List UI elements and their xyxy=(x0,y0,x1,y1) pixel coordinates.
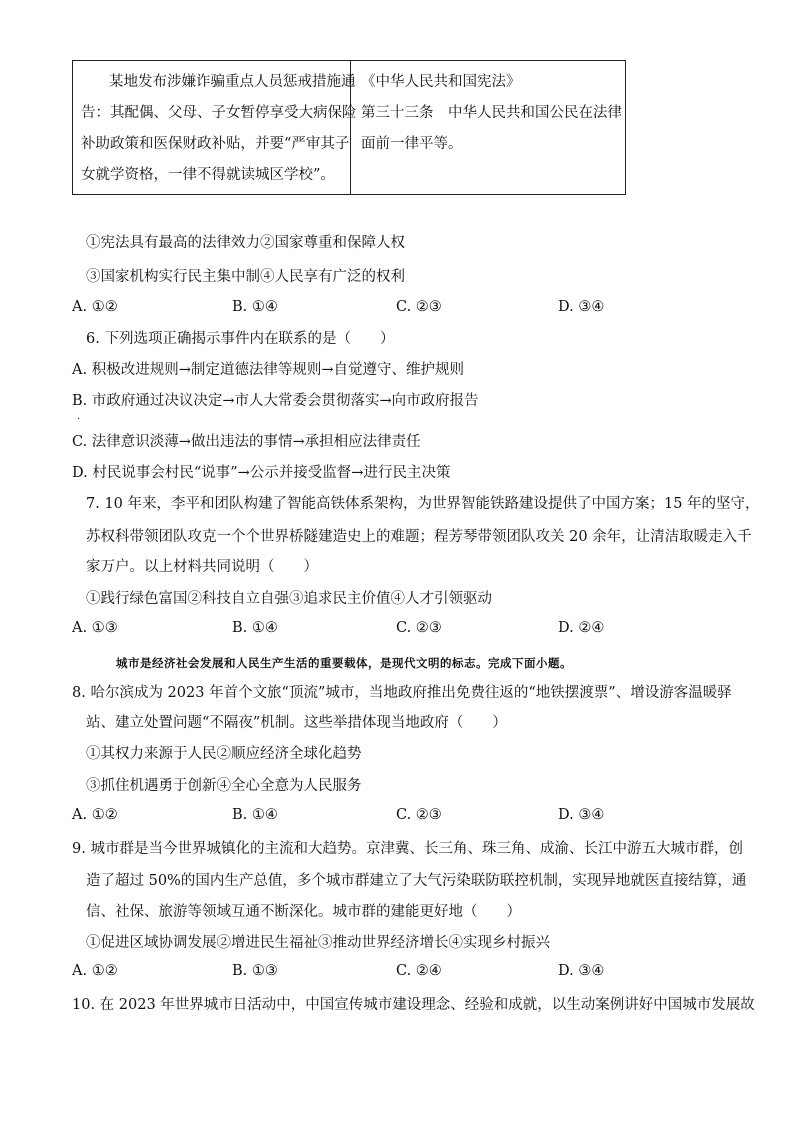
q6-stem: 6. 下列选项正确揭示事件内在联系的是（ ） xyxy=(86,331,395,347)
q6-option-d: D. 村民说事会村民“说事”→公示并接受监督→进行民主决策 xyxy=(72,465,451,481)
option-c: C. ②③ xyxy=(396,299,442,315)
q6-option-a: A. 积极改进规则→制定道德法律等规则→自觉遵守、维护规则 xyxy=(72,362,464,378)
table-right-line: 面前一律平等。 xyxy=(361,136,463,152)
option-a: A. ①② xyxy=(72,299,118,315)
table-right-line: 第三十三条 中华人民共和国公民在法律 xyxy=(361,105,622,121)
table-right-line: 《中华人民共和国宪法》 xyxy=(361,74,521,90)
q5-statement-1: ①宪法具有最高的法律效力②国家尊重和保障人权 xyxy=(86,235,405,251)
section-intro: 城市是经济社会发展和人民生产生活的重要载体，是现代文明的标志。完成下面小题。 xyxy=(116,656,572,670)
option-d: D. ②④ xyxy=(558,620,605,636)
table-left-line: 某地发布涉嫌诈骗重点人员惩戒措施通 xyxy=(109,74,356,90)
option-d: D. ③④ xyxy=(558,299,605,315)
q8-statement-1: ①其权力来源于人民②顺应经济全球化趋势 xyxy=(86,746,362,762)
option-c: C. ②③ xyxy=(396,620,442,636)
option-b: B. ①④ xyxy=(232,299,278,315)
q7-line-3: 家万户。以上材料共同说明（ ） xyxy=(86,559,318,575)
table-left-cell xyxy=(73,61,357,194)
q7-options xyxy=(72,620,752,640)
table-left-line: 补助政策和医保财政补贴，并要“严审其子 xyxy=(81,136,350,152)
q9-options xyxy=(72,963,752,983)
q7-line-1: 7. 10 年来，李平和团队构建了智能高铁体系架构，为世界智能铁路建设提供了中国方案；15 年的坚守， xyxy=(86,496,760,512)
option-d: D. ③④ xyxy=(558,807,605,823)
q8-options xyxy=(72,807,752,827)
q8-statement-2: ③抓住机遇勇于创新④全心全意为人民服务 xyxy=(86,778,362,794)
option-d: D. ③④ xyxy=(558,963,605,979)
q9-statement: ①促进区域协调发展②增进民生福祉③推动世界经济增长④实现乡村振兴 xyxy=(86,935,550,951)
q9-line-3: 信、社保、旅游等领域互通不断深化。城市群的建能更好地（ ） xyxy=(86,904,521,920)
option-c: C. ②④ xyxy=(396,963,442,979)
q5-statement-2: ③国家机构实行民主集中制④人民享有广泛的权利 xyxy=(86,269,405,285)
q10-line-1: 10. 在 2023 年世界城市日活动中，中国宣传城市建设理念、经验和成就，以生动案例讲好中国城市发展故 xyxy=(72,997,755,1013)
q6-option-c: C. 法律意识淡薄→做出违法的事情→承担相应法律责任 xyxy=(72,434,421,450)
q6-option-b: B. 市政府通过决议决定→市人大常委会贯彻落实→向市政府报告 xyxy=(72,393,479,409)
option-b: B. ①④ xyxy=(232,620,278,636)
option-a: A. ①② xyxy=(72,963,118,979)
material-table xyxy=(72,60,626,195)
q9-line-1: 9. 城市群是当今世界城镇化的主流和大趋势。京津冀、长三角、珠三角、成渝、长江中游五大城市群，创 xyxy=(72,841,743,857)
q9-line-2: 造了超过 50%的国内生产总值，多个城市群建立了大气污染联防联控机制，实现异地就医直接结算，通 xyxy=(86,873,747,889)
option-a: A. ①③ xyxy=(72,620,118,636)
q8-line-2: 站、建立处置问题“不隔夜”机制。这些举措体现当地政府（ ） xyxy=(86,715,507,731)
option-b: B. ①③ xyxy=(232,963,278,979)
table-left-line: 女就学资格，一律不得就读城区学校”。 xyxy=(81,167,335,183)
q7-line-2: 苏权科带领团队攻克一个个世界桥隧建造史上的难题；程芳琴带领团队攻关 20 余年，让清洁取暖走入千 xyxy=(86,529,752,545)
option-b: B. ①④ xyxy=(232,807,278,823)
option-a: A. ①② xyxy=(72,807,118,823)
stray-dot: · xyxy=(77,414,81,425)
q5-options xyxy=(72,299,752,319)
q7-statement: ①践行绿色富国②科技自立自强③追求民主价值④人才引领驱动 xyxy=(86,591,492,607)
table-left-line: 告：其配偶、父母、子女暂停享受大病保险 xyxy=(81,105,357,121)
table-right-cell xyxy=(351,61,630,194)
option-c: C. ②③ xyxy=(396,807,442,823)
q8-line-1: 8. 哈尔滨成为 2023 年首个文旅“顶流”城市，当地政府推出免费往返的“地铁摆渡票”、增设游客温暖驿 xyxy=(72,685,732,701)
